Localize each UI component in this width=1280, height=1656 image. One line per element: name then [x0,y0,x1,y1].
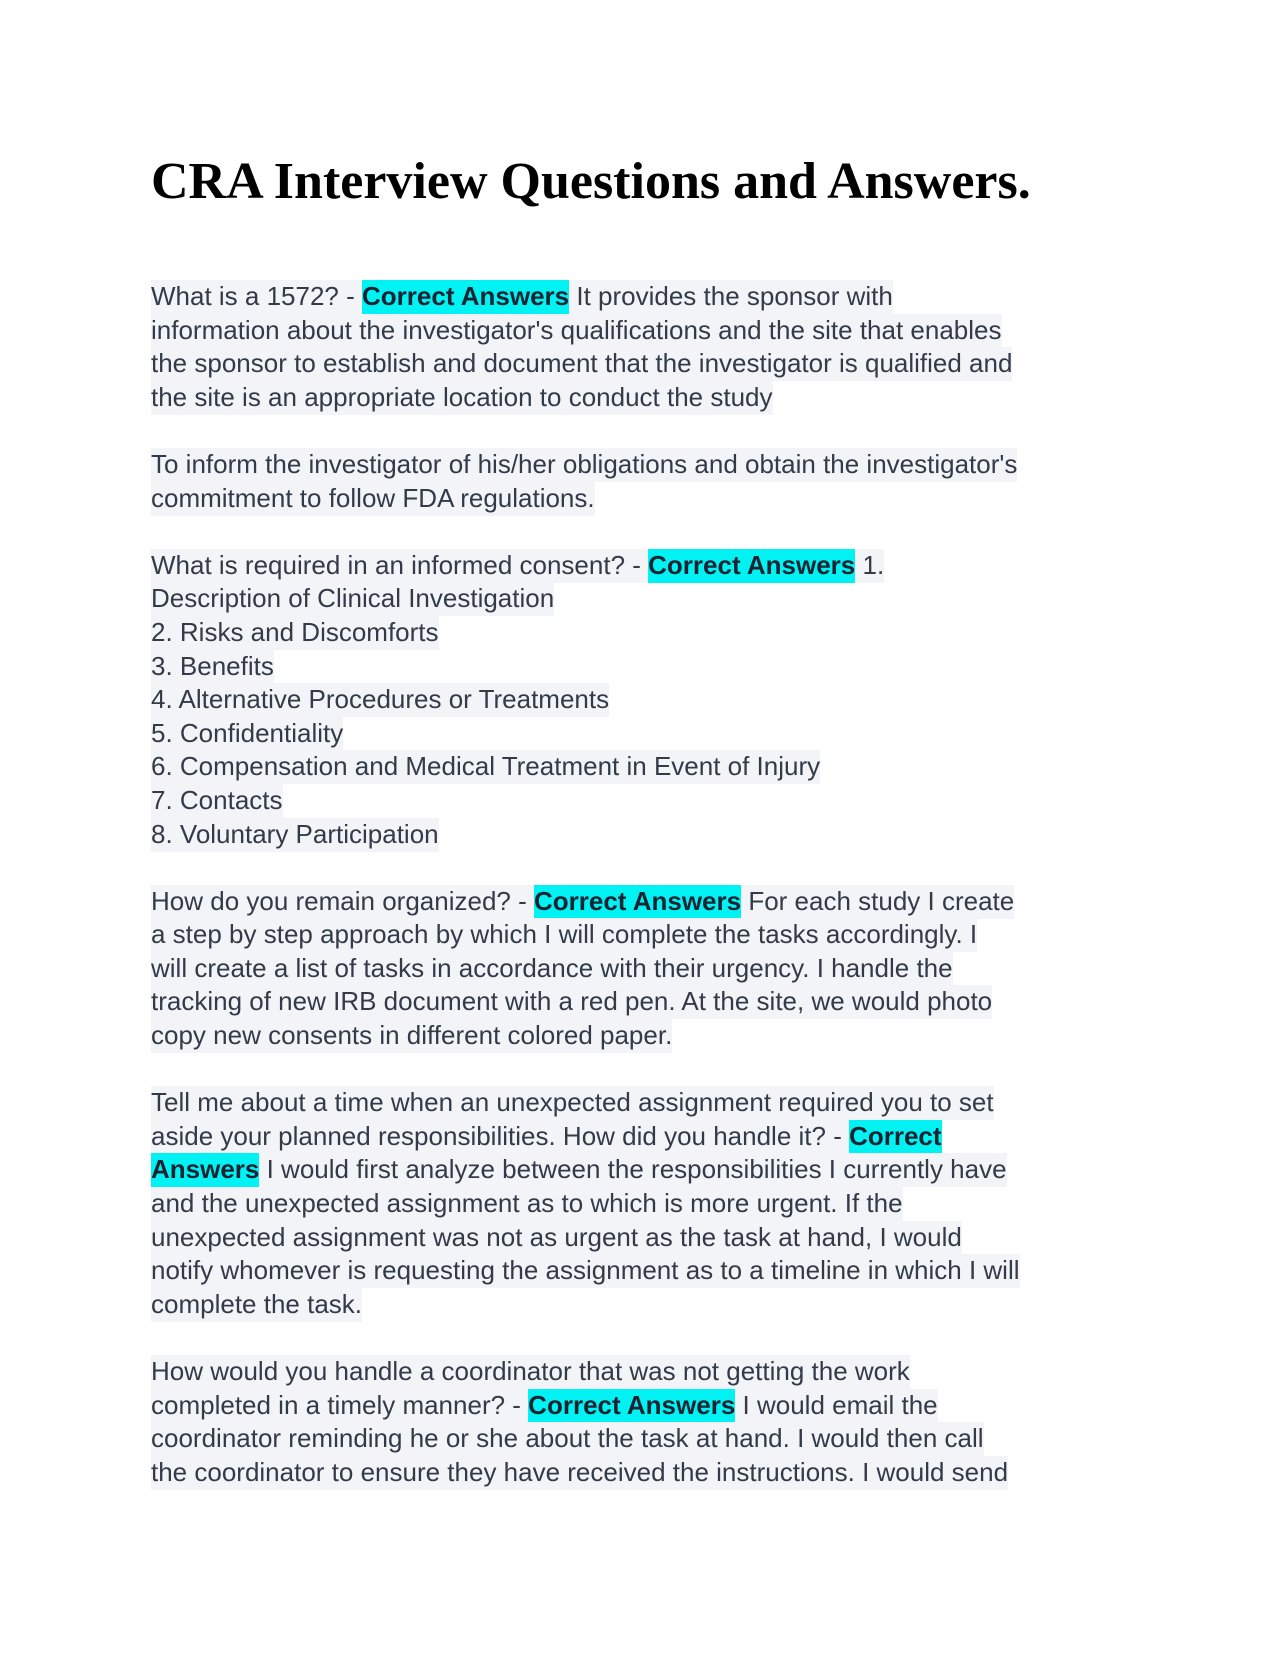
correct-answers-highlight: Correct Answers [362,280,569,314]
text-line [151,1254,1151,1288]
document-body [151,280,1151,1523]
text-line [151,1288,1151,1322]
text-line [151,347,1151,381]
text-run: 6. Compensation and Medical Treatment in Event of Injury [151,750,820,784]
text-line [151,1456,1151,1490]
text-run: 5. Confidentiality [151,717,343,751]
text-line [151,1019,1151,1053]
text-run: It provides the sponsor with [569,280,893,314]
text-run: To inform the investigator of his/her obligations and obtain the investigator's [151,448,1017,482]
text-line [151,1221,1151,1255]
text-run: 7. Contacts [151,784,283,818]
document-title: CRA Interview Questions and Answers. [151,153,1031,210]
text-run: What is required in an informed consent? - [151,549,648,583]
text-run: will create a list of tasks in accordance with their urgency. I handle the [151,952,953,986]
text-run: unexpected assignment was not as urgent as the task at hand, I would [151,1221,962,1255]
text-run: the site is an appropriate location to conduct the study [151,381,773,415]
text-run: Description of Clinical Investigation [151,582,554,616]
text-line [151,314,1151,348]
text-line [151,985,1151,1019]
text-line [151,1187,1151,1221]
text-line [151,1086,1151,1120]
text-line [151,784,1151,818]
text-line [151,448,1151,482]
text-run: information about the investigator's qualifications and the site that enables [151,314,1002,348]
text-line [151,952,1151,986]
qa-block-q2 [151,549,1151,851]
text-run: I would email the [735,1389,937,1423]
text-line [151,616,1151,650]
text-run: copy new consents in different colored paper. [151,1019,672,1053]
text-line [151,1120,1151,1154]
text-run: the sponsor to establish and document that the investigator is qualified and [151,347,1012,381]
text-run: 1. [855,549,884,583]
text-run: the coordinator to ensure they have received the instructions. I would send [151,1456,1008,1490]
text-run: and the unexpected assignment as to which is more urgent. If the [151,1187,903,1221]
text-line [151,1355,1151,1389]
text-run: 8. Voluntary Participation [151,818,439,852]
correct-answers-highlight: Answers [151,1153,259,1187]
text-line [151,717,1151,751]
text-line [151,280,1151,314]
correct-answers-highlight: Correct Answers [534,885,741,919]
text-run: a step by step approach by which I will complete the tasks accordingly. I [151,918,977,952]
text-run: How would you handle a coordinator that was not getting the work [151,1355,910,1389]
text-line [151,650,1151,684]
text-run: 2. Risks and Discomforts [151,616,439,650]
text-run: Tell me about a time when an unexpected assignment required you to set [151,1086,994,1120]
text-run: How do you remain organized? - [151,885,534,919]
text-run: 3. Benefits [151,650,274,684]
text-run: completed in a timely manner? - [151,1389,528,1423]
text-run: 4. Alternative Procedures or Treatments [151,683,609,717]
text-line [151,1422,1151,1456]
text-run: commitment to follow FDA regulations. [151,482,595,516]
text-run: coordinator reminding he or she about the task at hand. I would then call [151,1422,984,1456]
correct-answers-highlight: Correct [849,1120,941,1154]
text-line [151,683,1151,717]
text-line [151,1389,1151,1423]
qa-block-q1 [151,280,1151,414]
text-run: For each study I create [741,885,1014,919]
text-line [151,1153,1151,1187]
text-line [151,918,1151,952]
text-line [151,381,1151,415]
text-line [151,885,1151,919]
text-run: aside your planned responsibilities. How did you handle it? - [151,1120,849,1154]
text-run: What is a 1572? - [151,280,362,314]
qa-block-q4 [151,1086,1151,1321]
text-run: tracking of new IRB document with a red pen. At the site, we would photo [151,985,992,1019]
text-run: notify whomever is requesting the assignment as to a timeline in which I will [151,1254,1020,1288]
correct-answers-highlight: Correct Answers [648,549,855,583]
text-line [151,549,1151,583]
text-line [151,750,1151,784]
text-line [151,818,1151,852]
qa-block-q5 [151,1355,1151,1489]
text-run: I would first analyze between the responsibilities I currently have [259,1153,1006,1187]
correct-answers-highlight: Correct Answers [528,1389,735,1423]
text-line [151,482,1151,516]
qa-block-q1-continued [151,448,1151,515]
qa-block-q3 [151,885,1151,1053]
text-run: complete the task. [151,1288,362,1322]
text-line [151,582,1151,616]
